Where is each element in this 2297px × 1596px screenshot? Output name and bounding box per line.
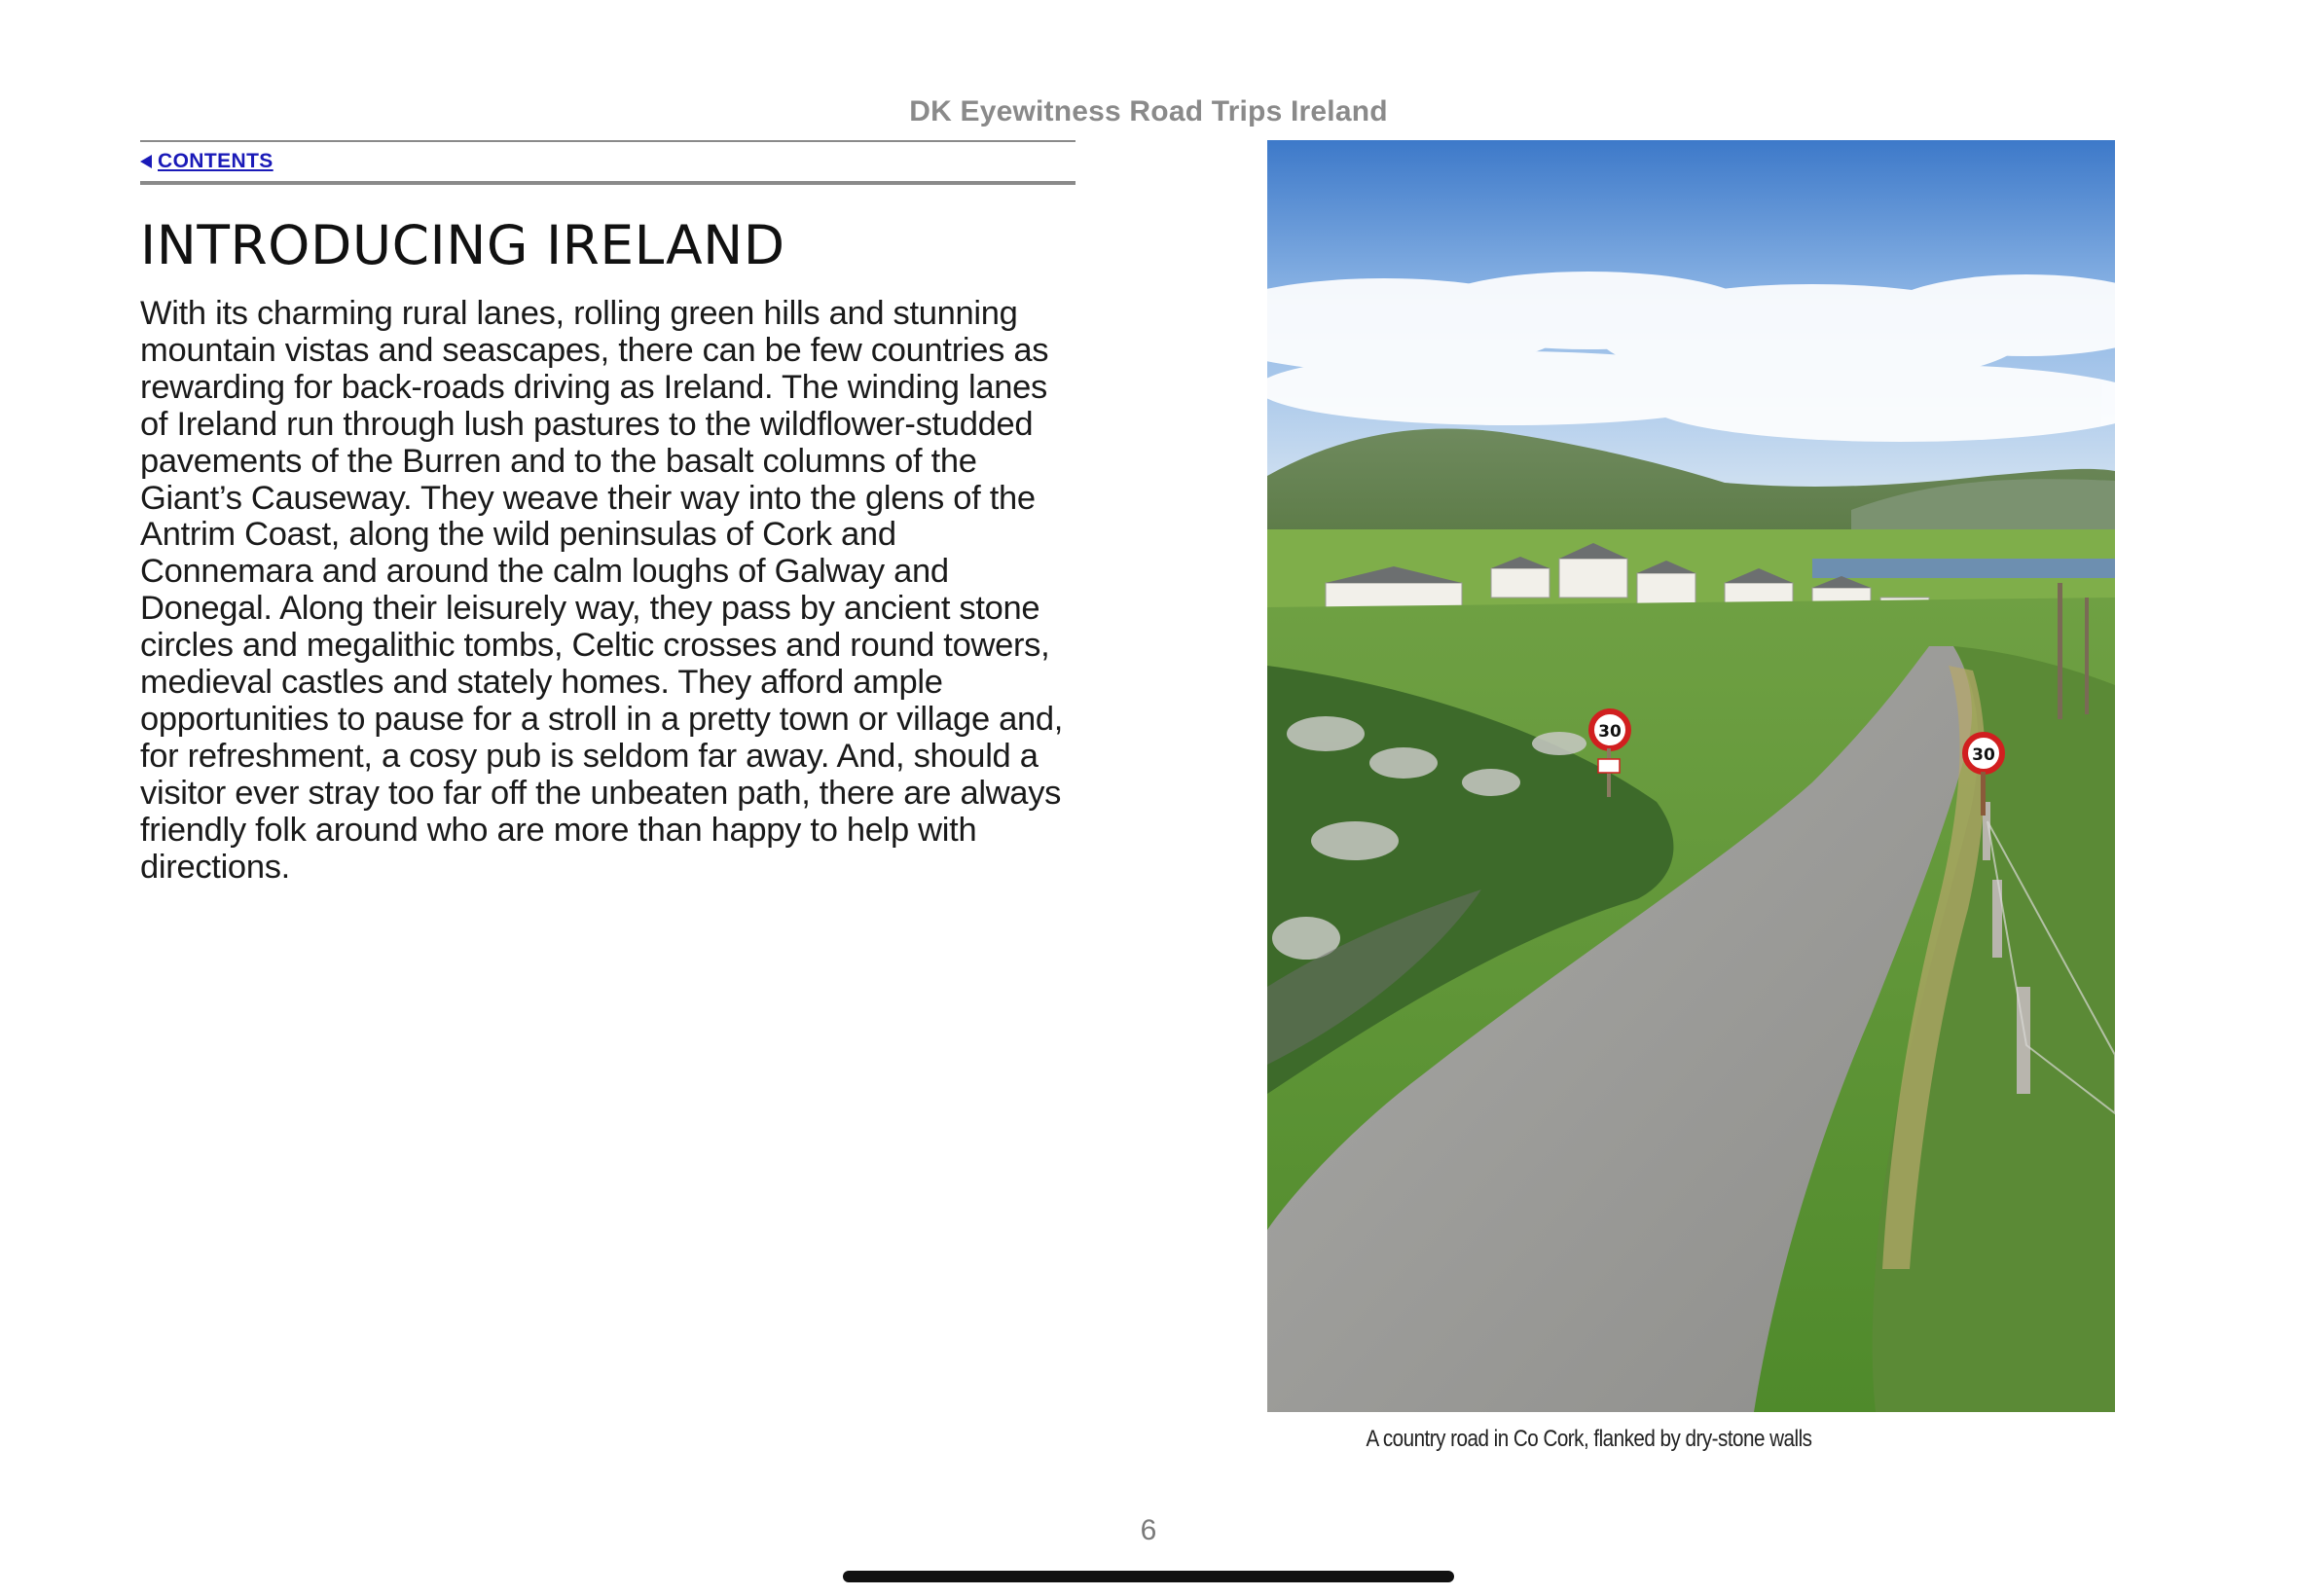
contents-nav (140, 142, 1076, 181)
text-column (140, 140, 1076, 887)
body-paragraph: With its charming rural lanes, rolling green hills and stunning mountain vistas and seascapes, there can be few countries as rewarding for back-roads driving as Ireland. The winding lanes of Ireland run through lush pastures to the wildflower-studded pavements of the Burren and to the basalt columns of the Giant’s Causeway. They weave their way into the glens of the Antrim Coast, along the wild peninsulas of Cork and Connemara and around the calm loughs of Galway and Donegal. Along their leisurely way, they pass by ancient stone circles and megalithic tombs, Celtic crosses and round towers, medieval castles and stately homes. They afford ample opportunities to pause for a stroll in a pretty town or village and, for refreshment, a cosy pub is seldom far away. And, should a visitor ever stray too far off the unbeaten path, there are always friendly folk around who are more than happy to help with directions. (140, 295, 1064, 886)
country-road-photo (1267, 140, 2115, 1412)
contents-link[interactable] (140, 150, 273, 173)
left-triangle-icon (140, 155, 152, 168)
book-title: DK Eyewitness Road Trips Ireland (909, 95, 1388, 127)
page-number: 6 (1140, 1514, 1157, 1546)
photo-caption: A country road in Co Cork, flanked by dry-stone walls (1366, 1426, 1812, 1452)
speed-sign-left-text: 30 (1598, 722, 1622, 742)
speed-sign-right-text: 30 (1972, 745, 1995, 765)
section-heading: INTRODUCING IRELAND (140, 214, 785, 276)
divider-bottom (140, 181, 1076, 185)
contents-label: CONTENTS (158, 150, 273, 172)
home-indicator[interactable] (843, 1571, 1454, 1582)
